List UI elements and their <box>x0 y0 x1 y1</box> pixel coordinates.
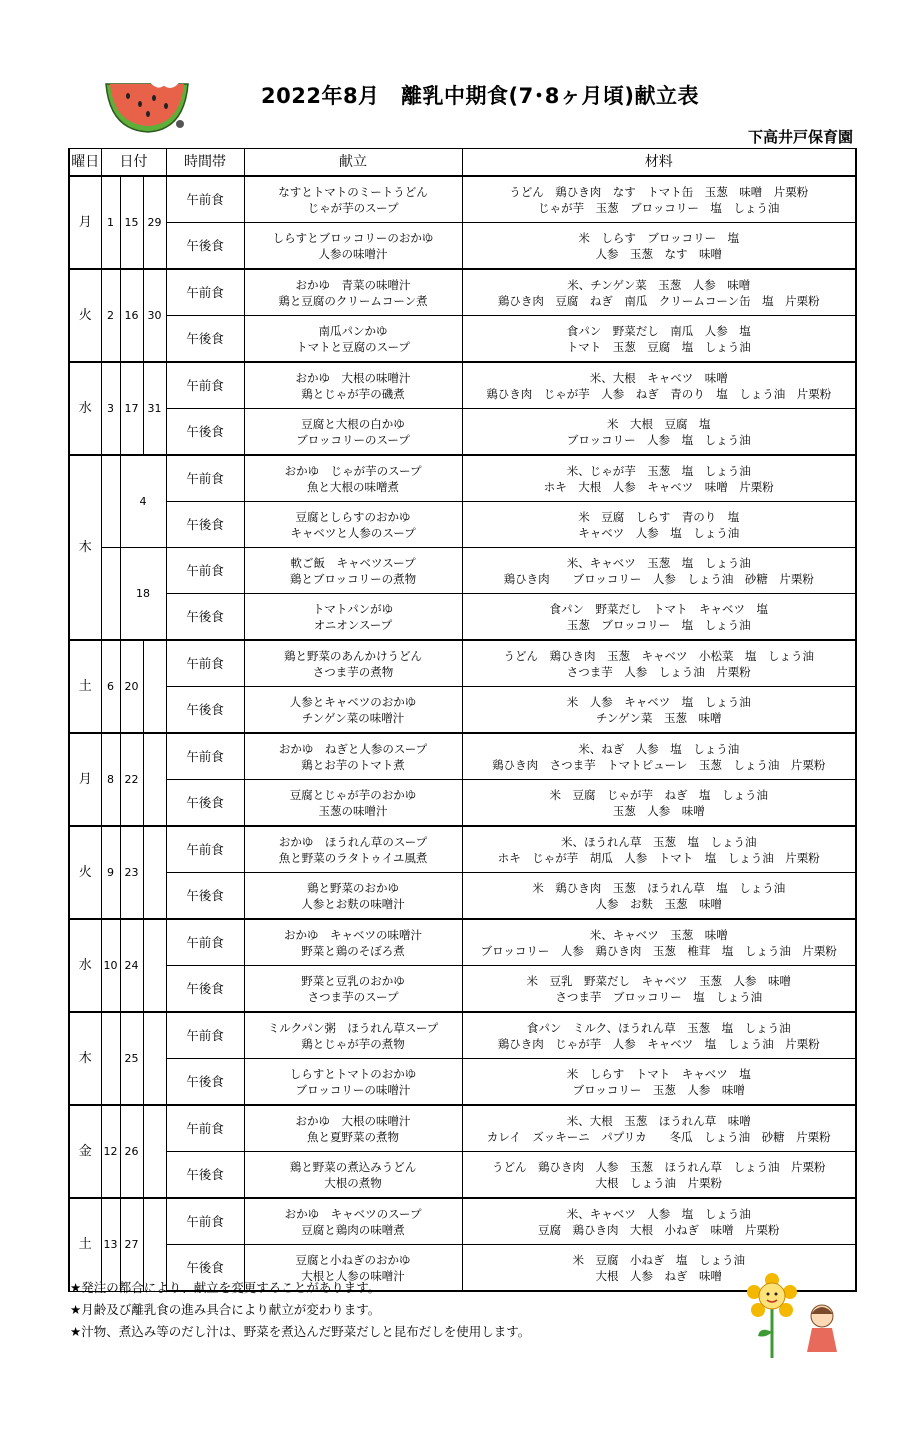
ingredients-cell <box>462 502 856 548</box>
ingredient-line: 人参 お麩 玉葱 味噌 <box>595 896 723 911</box>
menu-cell <box>244 966 462 1013</box>
ingredient-line: うどん 鶏ひき肉 人参 玉葱 ほうれん草 しょう油 片栗粉 <box>492 1159 826 1174</box>
date-cell: 27 <box>120 1198 143 1291</box>
header-date: 日付 <box>101 149 166 177</box>
menu-cell <box>244 780 462 827</box>
ingredient-line: 鶏ひき肉 じゃが芋 人参 キャベツ 塩 しょう油 片栗粉 <box>497 1036 820 1051</box>
meal-time: 午前食 <box>166 1012 244 1059</box>
meal-time: 午後食 <box>166 780 244 827</box>
menu-line: おかゆ ほうれん草のスープ <box>278 834 428 849</box>
ingredients-cell <box>462 1198 856 1245</box>
ingredient-line: 米 大根 豆腐 塩 <box>607 416 711 431</box>
ingredients-cell <box>462 223 856 270</box>
menu-line: 大根の煮物 <box>324 1175 382 1190</box>
table-row <box>69 362 856 409</box>
day-of-week: 月 <box>69 176 101 269</box>
header-menu: 献立 <box>244 149 462 177</box>
date-cell <box>101 455 120 548</box>
ingredient-line: うどん 鶏ひき肉 なす トマト缶 玉葱 味噌 片栗粉 <box>509 184 809 199</box>
header-ingredients: 材料 <box>462 149 856 177</box>
ingredients-cell <box>462 1012 856 1059</box>
menu-line: トマトパンがゆ <box>312 601 394 616</box>
menu-line: 鶏と野菜のあんかけうどん <box>284 648 423 663</box>
ingredient-line: チンゲン菜 玉葱 味噌 <box>596 710 722 725</box>
meal-time: 午後食 <box>166 502 244 548</box>
menu-line: 豆腐と鶏肉の味噌煮 <box>301 1222 405 1237</box>
meal-time: 午前食 <box>166 733 244 780</box>
meal-time: 午前食 <box>166 640 244 687</box>
date-cell: 23 <box>120 826 143 919</box>
ingredient-line: じゃが芋 玉葱 ブロッコリー 塩 しょう油 <box>538 200 780 215</box>
ingredient-line: 米 人参 キャベツ 塩 しょう油 <box>566 694 751 709</box>
date-cell <box>143 919 166 1012</box>
menu-line: 豆腐とじゃが芋のおかゆ <box>289 787 417 802</box>
menu-line: おかゆ キャベツの味噌汁 <box>284 927 423 942</box>
date-cell <box>101 548 120 641</box>
menu-cell <box>244 316 462 363</box>
table-row <box>69 1152 856 1199</box>
date-cell: 17 <box>120 362 143 455</box>
table-row <box>69 919 856 966</box>
ingredient-line: トマト 玉葱 豆腐 塩 しょう油 <box>566 339 751 354</box>
menu-line: 野菜と鶏のそぼろ煮 <box>301 943 405 958</box>
meal-time: 午後食 <box>166 873 244 920</box>
ingredient-line: 米 しらす トマト キャベツ 塩 <box>566 1066 751 1081</box>
table-row <box>69 873 856 920</box>
menu-line: 豆腐と大根の白かゆ <box>301 416 405 431</box>
ingredients-cell <box>462 1152 856 1199</box>
date-cell: 30 <box>143 269 166 362</box>
meal-time: 午前食 <box>166 548 244 594</box>
ingredient-line: 人参 玉葱 なす 味噌 <box>595 246 723 261</box>
ingredients-cell <box>462 826 856 873</box>
menu-line: チンゲン菜の味噌汁 <box>301 710 405 725</box>
menu-line: トマトと豆腐のスープ <box>296 339 410 354</box>
menu-line: キャベツと人参のスープ <box>290 525 416 540</box>
date-cell: 18 <box>120 548 166 641</box>
menu-line: おかゆ 大根の味噌汁 <box>295 1113 411 1128</box>
table-row <box>69 966 856 1013</box>
table-row <box>69 594 856 641</box>
ingredient-line: 米 豆乳 野菜だし キャベツ 玉葱 人参 味噌 <box>526 973 792 988</box>
bug-icon <box>176 120 184 128</box>
menu-line: じゃが芋のスープ <box>307 200 399 215</box>
menu-cell <box>244 640 462 687</box>
ingredient-line: ホキ じゃが芋 胡瓜 人参 トマト 塩 しょう油 片栗粉 <box>497 850 820 865</box>
date-cell: 29 <box>143 176 166 269</box>
meal-time: 午前食 <box>166 455 244 502</box>
ingredient-line: ブロッコリー 人参 塩 しょう油 <box>566 432 751 447</box>
header-time: 時間帯 <box>166 149 244 177</box>
menu-cell <box>244 362 462 409</box>
ingredient-line: 鶏ひき肉 ブロッコリー 人参 しょう油 砂糖 片栗粉 <box>503 571 814 586</box>
menu-line: 南瓜パンかゆ <box>318 323 388 338</box>
day-of-week: 木 <box>69 455 101 640</box>
table-row <box>69 826 856 873</box>
ingredient-line: 食パン ミルク、ほうれん草 玉葱 塩 しょう油 <box>526 1020 791 1035</box>
menu-line: おかゆ じゃが芋のスープ <box>284 463 422 478</box>
menu-line: 鶏と野菜のおかゆ <box>307 880 400 895</box>
ingredient-line: 米、ねぎ 人参 塩 しょう油 <box>578 741 740 756</box>
menu-line: さつま芋のスープ <box>307 989 399 1004</box>
menu-cell <box>244 269 462 316</box>
menu-cell <box>244 687 462 734</box>
meal-time: 午前食 <box>166 176 244 223</box>
date-cell <box>143 1012 166 1105</box>
menu-cell <box>244 548 462 594</box>
ingredient-line: カレイ ズッキーニ パプリカ 冬瓜 しょう油 砂糖 片栗粉 <box>486 1129 831 1144</box>
meal-time: 午後食 <box>166 223 244 270</box>
date-cell: 15 <box>120 176 143 269</box>
ingredients-cell <box>462 780 856 827</box>
date-cell: 13 <box>101 1198 120 1291</box>
day-of-week: 土 <box>69 1198 101 1291</box>
date-cell <box>143 733 166 826</box>
ingredient-line: 米、大根 玉葱 ほうれん草 味噌 <box>566 1113 751 1128</box>
note-line: ★発注の都合により、献立を変更することがあります。 <box>70 1280 381 1295</box>
date-cell <box>143 826 166 919</box>
ingredient-line: 米、キャベツ 玉葱 味噌 <box>589 927 728 942</box>
table-row <box>69 733 856 780</box>
ingredient-line: 米、チンゲン菜 玉葱 人参 味噌 <box>567 277 751 292</box>
menu-line: 大根と人参の味噌汁 <box>301 1268 405 1283</box>
menu-line: 玉葱の味噌汁 <box>318 803 388 818</box>
menu-line: 豆腐と小ねぎのおかゆ <box>295 1252 411 1267</box>
meal-time: 午後食 <box>166 316 244 363</box>
ingredients-cell <box>462 548 856 594</box>
date-cell: 24 <box>120 919 143 1012</box>
ingredients-cell <box>462 1059 856 1106</box>
sunflower-girl-illustration <box>742 1270 852 1360</box>
watermelon-illustration <box>100 70 196 140</box>
ingredient-line: ブロッコリー 人参 鶏ひき肉 玉葱 椎茸 塩 しょう油 片栗粉 <box>480 943 837 958</box>
table-row <box>69 780 856 827</box>
menu-line: 野菜と豆乳のおかゆ <box>301 973 405 988</box>
ingredients-cell <box>462 640 856 687</box>
note-line: ★汁物、煮込み等のだし汁は、野菜を煮込んだ野菜だしと昆布だしを使用します。 <box>70 1324 531 1339</box>
menu-line: 豆腐としらすのおかゆ <box>295 509 411 524</box>
ingredients-cell <box>462 594 856 641</box>
date-cell <box>143 640 166 733</box>
ingredient-line: 米、キャベツ 玉葱 塩 しょう油 <box>566 555 751 570</box>
ingredient-line: うどん 鶏ひき肉 玉葱 キャベツ 小松菜 塩 しょう油 <box>503 648 815 663</box>
menu-table <box>68 148 857 1292</box>
menu-line: 鶏とお芋のトマト煮 <box>301 757 405 772</box>
date-cell: 22 <box>120 733 143 826</box>
date-cell <box>101 1012 120 1105</box>
menu-cell <box>244 455 462 502</box>
date-cell: 6 <box>101 640 120 733</box>
date-cell: 12 <box>101 1105 120 1198</box>
table-row <box>69 687 856 734</box>
menu-line: オニオンスープ <box>313 617 393 632</box>
ingredient-line: 食パン 野菜だし 南瓜 人参 塩 <box>566 323 751 338</box>
meal-time: 午前食 <box>166 826 244 873</box>
date-cell: 10 <box>101 919 120 1012</box>
table-row <box>69 316 856 363</box>
meal-time: 午後食 <box>166 594 244 641</box>
day-of-week: 金 <box>69 1105 101 1198</box>
ingredients-cell <box>462 687 856 734</box>
table-row <box>69 269 856 316</box>
ingredient-line: 米 しらす ブロッコリー 塩 <box>578 230 740 245</box>
school-name: 下高井戸保育園 <box>747 128 853 146</box>
table-row <box>69 223 856 270</box>
girl-dress <box>807 1328 837 1352</box>
ingredient-line: 豆腐 鶏ひき肉 大根 小ねぎ 味噌 片栗粉 <box>538 1222 780 1237</box>
ingredient-line: さつま芋 ブロッコリー 塩 しょう油 <box>555 989 763 1004</box>
table-row <box>69 455 856 502</box>
menu-line: 魚と大根の味噌煮 <box>307 479 400 494</box>
meal-time: 午後食 <box>166 1152 244 1199</box>
table-row <box>69 548 856 594</box>
menu-line: さつま芋の煮物 <box>312 664 394 679</box>
menu-line: しらすとブロッコリーのおかゆ <box>272 230 434 245</box>
menu-cell <box>244 1012 462 1059</box>
menu-line: 魚と野菜のラタトゥイユ風煮 <box>278 850 428 865</box>
menu-line: 鶏と豆腐のクリームコーン煮 <box>278 293 428 308</box>
header-row <box>69 149 856 177</box>
menu-line: しらすとトマトのおかゆ <box>289 1066 417 1081</box>
date-cell: 26 <box>120 1105 143 1198</box>
ingredients-cell <box>462 919 856 966</box>
ingredient-line: 玉葱 ブロッコリー 塩 しょう油 <box>566 617 751 632</box>
menu-cell <box>244 409 462 456</box>
table-row <box>69 640 856 687</box>
note-line: ★月齢及び離乳食の進み具合により献立が変わります。 <box>70 1302 381 1317</box>
date-cell: 2 <box>101 269 120 362</box>
menu-line: ブロッコリーのスープ <box>296 432 410 447</box>
meal-time: 午後食 <box>166 966 244 1013</box>
table-row <box>69 1198 856 1245</box>
ingredients-cell <box>462 455 856 502</box>
menu-line: なすとトマトのミートうどん <box>278 184 428 199</box>
page-title: 2022年8月 離乳中期食(7･8ヶ月頃)献立表 <box>261 84 699 108</box>
menu-line: 鶏とじゃが芋の磯煮 <box>301 386 405 401</box>
day-of-week: 木 <box>69 1012 101 1105</box>
ingredient-line: 米、じゃが芋 玉葱 塩 しょう油 <box>566 463 751 478</box>
date-cell: 20 <box>120 640 143 733</box>
menu-line: 鶏とブロッコリーの煮物 <box>289 571 417 586</box>
date-cell: 4 <box>120 455 166 548</box>
ingredient-line: 米 鶏ひき肉 玉葱 ほうれん草 塩 しょう油 <box>532 880 786 895</box>
menu-cell <box>244 594 462 641</box>
ingredients-cell <box>462 176 856 223</box>
menu-line: 人参とお麩の味噌汁 <box>301 896 405 911</box>
table-row <box>69 1059 856 1106</box>
ingredient-line: さつま芋 人参 しょう油 片栗粉 <box>566 664 751 679</box>
menu-body <box>69 176 856 1291</box>
date-cell: 31 <box>143 362 166 455</box>
menu-line: 鶏と野菜の煮込みうどん <box>289 1159 417 1174</box>
menu-cell <box>244 1105 462 1152</box>
ingredient-line: ホキ 大根 人参 キャベツ 味噌 片栗粉 <box>543 479 774 494</box>
notes <box>70 1277 530 1343</box>
ingredient-line: 米 豆腐 小ねぎ 塩 しょう油 <box>572 1252 746 1267</box>
menu-line: おかゆ ねぎと人参のスープ <box>278 741 428 756</box>
menu-cell <box>244 733 462 780</box>
date-cell: 1 <box>101 176 120 269</box>
menu-line: 軟ご飯 キャベツスープ <box>290 555 416 570</box>
day-of-week: 火 <box>69 269 101 362</box>
menu-cell <box>244 223 462 270</box>
menu-line: おかゆ 青菜の味噌汁 <box>295 277 411 292</box>
menu-line: 人参とキャベツのおかゆ <box>289 694 417 709</box>
table-row <box>69 1105 856 1152</box>
day-of-week: 水 <box>69 362 101 455</box>
meal-time: 午前食 <box>166 362 244 409</box>
sunflower-face <box>759 1283 785 1309</box>
day-of-week: 土 <box>69 640 101 733</box>
menu-cell <box>244 176 462 223</box>
meal-time: 午前食 <box>166 1198 244 1245</box>
ingredient-line: ブロッコリー 玉葱 人参 味噌 <box>572 1082 745 1097</box>
ingredient-line: 鶏ひき肉 じゃが芋 人参 ねぎ 青のり 塩 しょう油 片栗粉 <box>486 386 832 401</box>
ingredient-line: 米、大根 キャベツ 味噌 <box>589 370 728 385</box>
table-row <box>69 1012 856 1059</box>
ingredient-line: 鶏ひき肉 さつま芋 トマトピューレ 玉葱 しょう油 片栗粉 <box>492 757 826 772</box>
meal-time: 午前食 <box>166 919 244 966</box>
date-cell: 16 <box>120 269 143 362</box>
menu-line: 魚と夏野菜の煮物 <box>307 1129 400 1144</box>
day-of-week: 水 <box>69 919 101 1012</box>
ingredients-cell <box>462 966 856 1013</box>
ingredients-cell <box>462 733 856 780</box>
watermelon-bite <box>152 78 176 84</box>
ingredients-cell <box>462 873 856 920</box>
menu-line: 人参の味噌汁 <box>318 246 388 261</box>
ingredient-line: 米 豆腐 しらす 青のり 塩 <box>578 509 740 524</box>
ingredient-line: 鶏ひき肉 豆腐 ねぎ 南瓜 クリームコーン缶 塩 片栗粉 <box>497 293 820 308</box>
table-row <box>69 409 856 456</box>
ingredient-line: 米、キャベツ 人参 塩 しょう油 <box>566 1206 751 1221</box>
menu-cell <box>244 826 462 873</box>
date-cell <box>143 1105 166 1198</box>
ingredient-line: 米、ほうれん草 玉葱 塩 しょう油 <box>561 834 757 849</box>
date-cell: 3 <box>101 362 120 455</box>
ingredients-cell <box>462 316 856 363</box>
menu-line: ブロッコリーの味噌汁 <box>295 1082 411 1097</box>
date-cell: 8 <box>101 733 120 826</box>
menu-cell <box>244 502 462 548</box>
ingredient-line: 大根 人参 ねぎ 味噌 <box>595 1268 723 1283</box>
menu-cell <box>244 1059 462 1106</box>
ingredient-line: 食パン 野菜だし トマト キャベツ 塩 <box>549 601 769 616</box>
meal-time: 午後食 <box>166 1245 244 1292</box>
menu-cell <box>244 1198 462 1245</box>
menu-line: おかゆ 大根の味噌汁 <box>295 370 411 385</box>
table-row <box>69 502 856 548</box>
date-cell: 9 <box>101 826 120 919</box>
meal-time: 午後食 <box>166 687 244 734</box>
menu-line: おかゆ キャベツのスープ <box>284 1206 422 1221</box>
ingredient-line: 大根 しょう油 片栗粉 <box>595 1175 723 1190</box>
ingredients-cell <box>462 362 856 409</box>
meal-time: 午前食 <box>166 1105 244 1152</box>
header-dow: 曜日 <box>69 149 101 177</box>
menu-cell <box>244 1152 462 1199</box>
menu-line: ミルクパン粥 ほうれん草スープ <box>267 1020 439 1035</box>
date-cell: 25 <box>120 1012 143 1105</box>
meal-time: 午前食 <box>166 269 244 316</box>
ingredient-line: キャベツ 人参 塩 しょう油 <box>578 525 740 540</box>
ingredient-line: 玉葱 人参 味噌 <box>612 803 705 818</box>
ingredient-line: 米 豆腐 じゃが芋 ねぎ 塩 しょう油 <box>549 787 769 802</box>
menu-line: 鶏とじゃが芋の煮物 <box>301 1036 405 1051</box>
menu-cell <box>244 919 462 966</box>
ingredients-cell <box>462 409 856 456</box>
meal-time: 午後食 <box>166 1059 244 1106</box>
day-of-week: 月 <box>69 733 101 826</box>
ingredients-cell <box>462 269 856 316</box>
menu-cell <box>244 873 462 920</box>
table-row <box>69 176 856 223</box>
ingredients-cell <box>462 1105 856 1152</box>
meal-time: 午後食 <box>166 409 244 456</box>
day-of-week: 火 <box>69 826 101 919</box>
